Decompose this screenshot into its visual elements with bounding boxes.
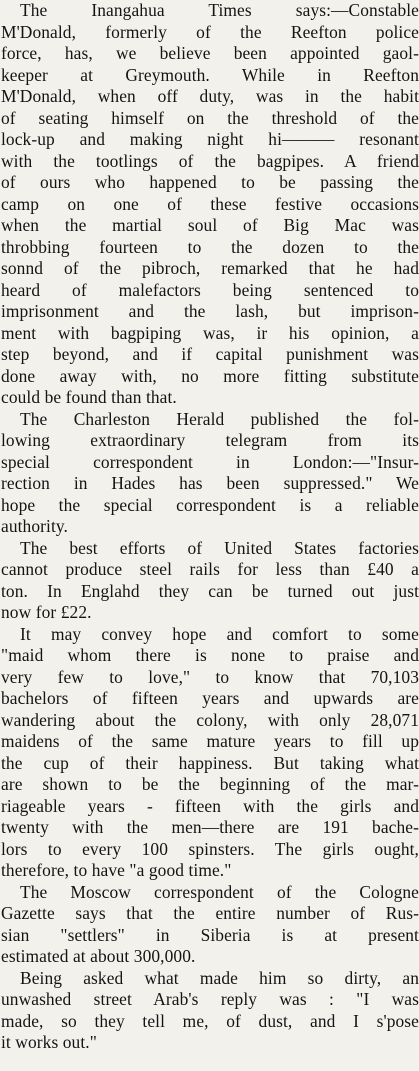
text-line: M'Donald, formerly of the Reefton police [1, 21, 419, 42]
text-line: it works out." [1, 1032, 97, 1052]
text-line: M'Donald, when off duty, was in the habit [1, 86, 419, 106]
text-line: of ours who happened to be passing the [1, 172, 419, 192]
paragraph-charleston-herald [0, 409, 419, 538]
text-line: bachelors of fifteen years and upwards are [1, 688, 419, 708]
paragraph-moscow-correspondent [0, 882, 419, 968]
text-line: twenty with the men—there are 191 bache- [1, 817, 419, 837]
text-line: of seating himself on the threshold of the [1, 107, 419, 128]
text-line: ton. In Englahd they can be turned out just [1, 580, 419, 601]
text-line: hope the special correspondent is a reliable [1, 494, 419, 515]
text-line: estimated at about 300,000. [1, 946, 196, 966]
text-line: heard of malefactors being sentenced to [1, 279, 419, 300]
text-line: camp on one of these festive occasions [1, 193, 419, 214]
text-line: force, has, we believe been appointed gaol- [1, 43, 419, 63]
text-line: step beyond, and if capital punishment was [1, 344, 419, 364]
text-line: cannot produce steel rails for less than £40 a [1, 559, 419, 579]
text-line: The best efforts of United States factories [20, 537, 419, 558]
text-line: rection in Hades has been suppressed." We [1, 473, 419, 493]
text-line: Being asked what made him so dirty, an [20, 967, 419, 988]
text-line: now for £22. [1, 602, 92, 622]
paragraph-street-arab [0, 968, 419, 1054]
text-line: could be found than that. [1, 387, 177, 407]
paragraph-constable-mdonald [0, 0, 419, 409]
text-line: It may convey hope and comfort to some [20, 623, 419, 644]
text-line: The Inangahua Times says:—Constable [20, 0, 419, 20]
text-line: maidens of the same mature years to fill up [1, 731, 419, 751]
text-line: special correspondent in London:—"Insur- [1, 451, 419, 472]
text-line: lowing extraordinary telegram from its [1, 430, 419, 450]
text-line: lors to every 100 spinsters. The girls ought, [1, 838, 419, 859]
text-line: sonnd of the pibroch, remarked that he had [1, 258, 419, 278]
text-line: "maid whom there is none to praise and [1, 645, 419, 665]
text-line: lock-up and making night hi——— resonant [1, 129, 419, 149]
text-line: with the tootlings of the bagpipes. A friend [1, 150, 419, 171]
text-line: The Moscow correspondent of the Cologne [20, 881, 419, 902]
text-line: are shown to be the beginning of the mar- [1, 774, 419, 794]
text-line: ment with bagpiping was, ir his opinion, a [1, 322, 419, 343]
text-line: Gazette says that the entire number of Rus- [1, 903, 419, 923]
text-line: the cup of their happiness. But taking what [1, 752, 419, 773]
paragraph-steel-rails [0, 538, 419, 624]
text-line: wandering about the colony, with only 28,071 [1, 709, 419, 730]
text-line: therefore, to have "a good time." [1, 860, 232, 880]
text-line: made, so they tell me, of dust, and I s'pose [1, 1010, 419, 1031]
text-line: riageable years - fifteen with the girls and [1, 795, 419, 816]
text-line: keeper at Greymouth. While in Reefton [1, 64, 419, 85]
text-line: done away with, no more fitting substitute [1, 365, 419, 386]
text-line: authority. [1, 516, 69, 536]
paragraph-bachelors [0, 624, 419, 882]
text-line: imprisonment and the lash, but imprison- [1, 301, 419, 321]
text-line: unwashed street Arab's reply was : "I was [1, 989, 419, 1009]
text-line: The Charleston Herald published the fol- [20, 408, 419, 429]
text-line: very few to love," to know that 70,103 [1, 666, 419, 687]
text-line: throbbing fourteen to the dozen to the [1, 236, 419, 257]
text-line: sian "settlers" in Siberia is at present [1, 924, 419, 945]
text-line: when the martial soul of Big Mac was [1, 215, 419, 235]
